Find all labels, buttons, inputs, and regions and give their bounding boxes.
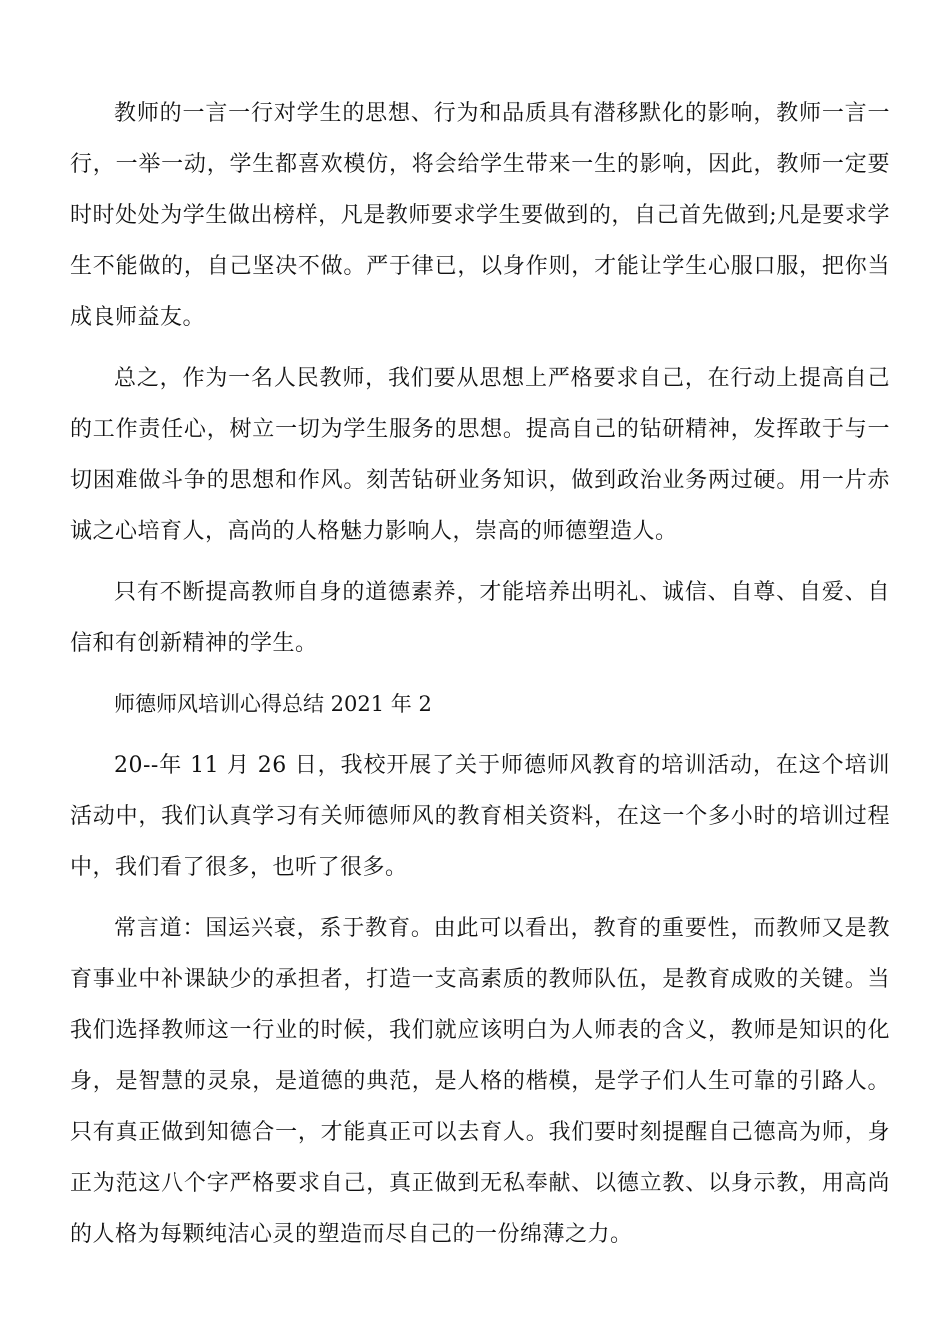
paragraph-teacher-example: 教师的一言一行对学生的思想、行为和品质具有潜移默化的影响，教师一言一行，一举一动，学生都喜欢模仿，将会给学生带来一生的影响，因此，教师一定要时时处处为学生做出榜样，凡是教师要求学生要做到的，自己首先做到;凡是要求学生不能做的，自己坚决不做。严于律已，以身作则，才能让学生心服口服，把你当成良师益友。 <box>70 101 890 330</box>
paragraph-moral-cultivation: 只有不断提高教师自身的道德素养，才能培养出明礼、诚信、自尊、自爱、自信和有创新精神的学生。 <box>70 580 890 656</box>
paragraph-training-activity: 20--年 11 月 26 日，我校开展了关于师德师风教育的培训活动，在这个培训活动中，我们认真学习有关师德师风的教育相关资料，在这一个多小时的培训过程中，我们看了很多，也听了很多。 <box>70 753 890 880</box>
section-title: 师德师风培训心得总结 2021 年 2 <box>114 692 432 716</box>
paragraph-summary: 总之，作为一名人民教师，我们要从思想上严格要求自己，在行动上提高自己的工作责任心，树立一切为学生服务的思想。提高自己的钻研精神，发挥敢于与一切困难做斗争的思想和作风。刻苦钻研业务知识，做到政治业务两过硬。用一片赤诚之心培育人，高尚的人格魅力影响人，崇高的师德塑造人。 <box>70 366 890 544</box>
document-body <box>70 88 890 1270</box>
paragraph-education-importance: 常言道：国运兴衰，系于教育。由此可以看出，教育的重要性，而教师又是教育事业中补课缺少的承担者，打造一支高素质的教师队伍，是教育成败的关键。当我们选择教师这一行业的时候，我们就应该明白为人师表的含义，教师是知识的化身，是智慧的灵泉，是道德的典范，是人格的楷模，是学子们人生可靠的引路人。只有真正做到知德合一，才能真正可以去育人。我们要时刻提醒自己德高为师，身正为范这八个字严格要求自己，真正做到无私奉献、以德立教、以身示教，用高尚的人格为每颗纯洁心灵的塑造而尽自己的一份绵薄之力。 <box>70 916 890 1247</box>
